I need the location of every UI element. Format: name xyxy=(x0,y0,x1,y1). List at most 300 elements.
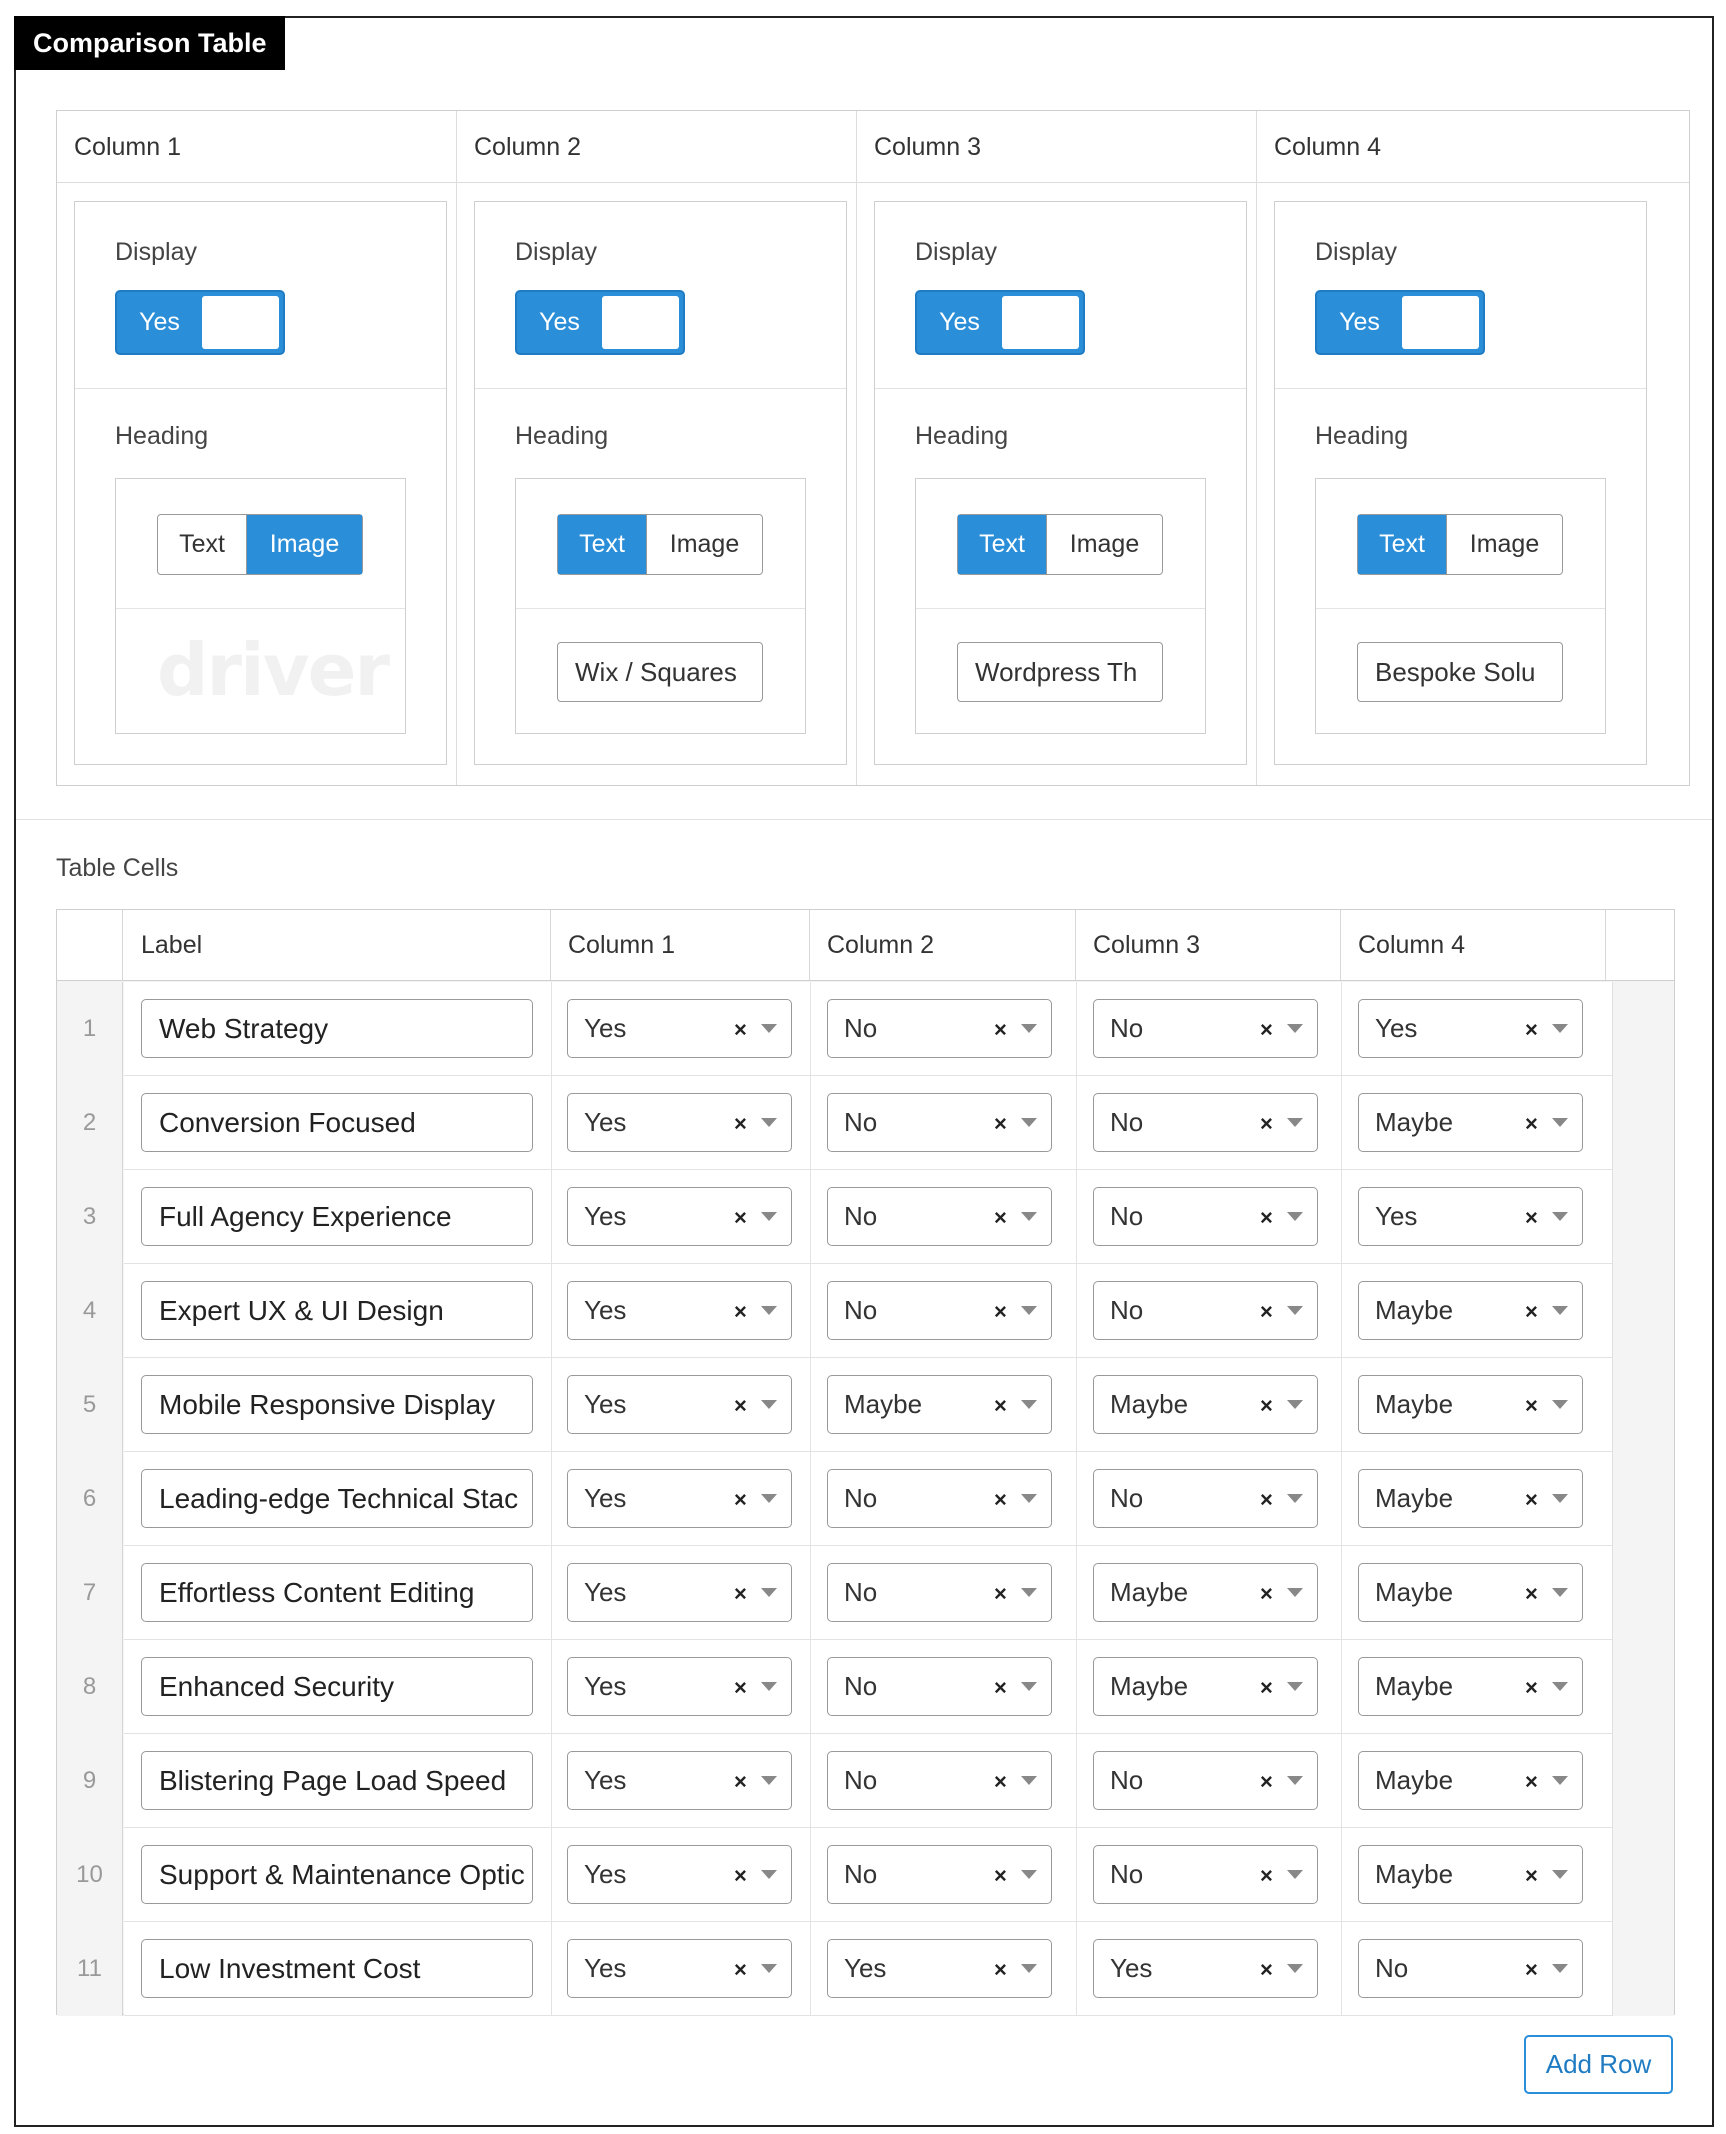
clear-icon[interactable]: × xyxy=(994,1017,1007,1042)
clear-icon[interactable]: × xyxy=(994,1863,1007,1888)
clear-icon[interactable]: × xyxy=(1525,1769,1538,1794)
clear-icon[interactable]: × xyxy=(1525,1393,1538,1418)
clear-icon[interactable]: × xyxy=(1525,1299,1538,1324)
cell-value-select[interactable] xyxy=(567,1187,792,1246)
cell-value-select[interactable] xyxy=(1093,1657,1318,1716)
cell-selected-value: Yes xyxy=(584,1953,627,1983)
column-divider xyxy=(551,1358,552,1452)
card-divider xyxy=(475,388,846,389)
row-label-input[interactable]: Effortless Content Editing xyxy=(141,1563,533,1622)
cell-selected-value: Yes xyxy=(584,1013,627,1043)
column-divider xyxy=(810,1358,811,1452)
row-label-input[interactable]: Expert UX & UI Design xyxy=(141,1281,533,1340)
heading-type-text-button[interactable]: Text xyxy=(958,515,1047,574)
chevron-down-icon[interactable] xyxy=(1287,1682,1303,1691)
column-divider xyxy=(551,1734,552,1828)
column-header: Column 4 xyxy=(1257,111,1689,183)
row-label-input[interactable]: Blistering Page Load Speed xyxy=(141,1751,533,1810)
row-number: 8 xyxy=(57,1640,123,1734)
row-number: 5 xyxy=(57,1358,123,1452)
column-divider xyxy=(1076,1170,1077,1264)
row-actions-cell xyxy=(1612,1264,1674,1358)
chevron-down-icon[interactable] xyxy=(1021,1400,1037,1409)
clear-icon[interactable]: × xyxy=(1525,1581,1538,1606)
cell-selected-value: Yes xyxy=(584,1107,627,1137)
cell-value-select[interactable] xyxy=(567,1845,792,1904)
column-divider xyxy=(810,1264,811,1358)
cell-value-select[interactable] xyxy=(827,1939,1052,1998)
chevron-down-icon[interactable] xyxy=(1021,1588,1037,1597)
toggle-knob[interactable] xyxy=(202,296,279,349)
table-header-column-1: Column 1 xyxy=(551,910,810,980)
column-settings-1 xyxy=(57,111,457,785)
column-divider xyxy=(1076,1734,1077,1828)
heading-type-image-button[interactable]: Image xyxy=(1469,530,1540,558)
cell-value-select[interactable] xyxy=(827,1845,1052,1904)
cell-value-select[interactable] xyxy=(1093,1751,1318,1810)
clear-icon[interactable]: × xyxy=(994,1111,1007,1136)
display-toggle[interactable] xyxy=(1315,290,1485,355)
table-row xyxy=(57,1640,1674,1734)
section-divider xyxy=(16,819,1712,820)
column-divider xyxy=(1341,1828,1342,1922)
cell-value-select[interactable] xyxy=(567,1657,792,1716)
chevron-down-icon[interactable] xyxy=(1552,1024,1568,1033)
heading-label: Heading xyxy=(915,422,1009,450)
heading-label: Heading xyxy=(115,422,209,450)
column-settings-3 xyxy=(857,111,1257,785)
clear-icon[interactable]: × xyxy=(994,1581,1007,1606)
table-row xyxy=(57,1264,1674,1358)
row-label-input[interactable]: Web Strategy xyxy=(141,999,533,1058)
row-label-input[interactable]: Conversion Focused xyxy=(141,1093,533,1152)
chevron-down-icon[interactable] xyxy=(761,1118,777,1127)
table-header-column-3: Column 3 xyxy=(1076,910,1341,980)
heading-box-divider xyxy=(116,608,405,609)
column-divider xyxy=(1076,1358,1077,1452)
cell-selected-value: Yes xyxy=(584,1577,627,1607)
cell-value-select[interactable] xyxy=(827,1469,1052,1528)
cell-selected-value: No xyxy=(844,1107,878,1137)
chevron-down-icon[interactable] xyxy=(1021,1964,1037,1973)
heading-box xyxy=(515,478,806,734)
cell-value-select[interactable] xyxy=(1093,1939,1318,1998)
table-header-column-2: Column 2 xyxy=(810,910,1076,980)
row-number: 7 xyxy=(57,1546,123,1640)
clear-icon[interactable]: × xyxy=(734,1581,747,1606)
table-cells-grid xyxy=(56,909,1675,2015)
table-row xyxy=(57,1546,1674,1640)
cell-value-select[interactable] xyxy=(827,1187,1052,1246)
heading-logo-image: driver xyxy=(157,628,388,712)
heading-label: Heading xyxy=(1315,422,1409,450)
heading-type-image-button[interactable]: Image xyxy=(669,530,740,558)
row-label-input[interactable]: Enhanced Security xyxy=(141,1657,533,1716)
heading-box xyxy=(1315,478,1606,734)
heading-type-text-button[interactable]: Text xyxy=(1358,515,1447,574)
cell-selected-value: Maybe xyxy=(1375,1859,1454,1889)
clear-icon[interactable]: × xyxy=(1525,1205,1538,1230)
clear-icon[interactable]: × xyxy=(1260,1299,1273,1324)
column-divider xyxy=(1076,1264,1077,1358)
cell-value-select[interactable] xyxy=(1093,1845,1318,1904)
display-toggle-label: Yes xyxy=(939,308,980,336)
clear-icon[interactable]: × xyxy=(994,1487,1007,1512)
row-number: 4 xyxy=(57,1264,123,1358)
chevron-down-icon[interactable] xyxy=(761,1306,777,1315)
cell-selected-value: No xyxy=(844,1859,878,1889)
row-number: 2 xyxy=(57,1076,123,1170)
column-divider xyxy=(810,1922,811,2016)
display-label: Display xyxy=(515,238,597,266)
clear-icon[interactable]: × xyxy=(1525,1017,1538,1042)
card-divider xyxy=(875,388,1246,389)
cell-value-select[interactable] xyxy=(1358,1657,1583,1716)
chevron-down-icon[interactable] xyxy=(1552,1682,1568,1691)
clear-icon[interactable]: × xyxy=(734,1205,747,1230)
heading-type-text-button[interactable]: Text xyxy=(158,515,247,574)
cell-selected-value: Yes xyxy=(584,1389,627,1419)
clear-icon[interactable]: × xyxy=(994,1299,1007,1324)
column-card xyxy=(474,201,847,765)
cell-value-select[interactable] xyxy=(827,1751,1052,1810)
cell-value-select[interactable] xyxy=(1358,1187,1583,1246)
chevron-down-icon[interactable] xyxy=(1021,1118,1037,1127)
cell-selected-value: No xyxy=(844,1295,878,1325)
cell-value-select[interactable] xyxy=(827,1375,1052,1434)
clear-icon[interactable]: × xyxy=(734,1393,747,1418)
column-divider xyxy=(810,1076,811,1170)
clear-icon[interactable]: × xyxy=(1260,1675,1273,1700)
heading-box-divider xyxy=(1316,608,1605,609)
column-divider xyxy=(810,982,811,1076)
cell-value-select[interactable] xyxy=(567,1563,792,1622)
clear-icon[interactable]: × xyxy=(1260,1863,1273,1888)
table-row xyxy=(57,1170,1674,1264)
cell-selected-value: Maybe xyxy=(1375,1483,1454,1513)
table-cells-label: Table Cells xyxy=(56,854,179,882)
chevron-down-icon[interactable] xyxy=(1021,1024,1037,1033)
column-header: Column 2 xyxy=(457,111,856,183)
table-row xyxy=(57,982,1674,1076)
column-divider xyxy=(551,1546,552,1640)
heading-type-text-button[interactable]: Text xyxy=(558,515,647,574)
column-divider xyxy=(810,1828,811,1922)
chevron-down-icon[interactable] xyxy=(1021,1212,1037,1221)
column-divider xyxy=(1076,1828,1077,1922)
cell-value-select[interactable] xyxy=(827,999,1052,1058)
heading-type-switch xyxy=(157,514,363,575)
cell-value-select[interactable] xyxy=(1358,1563,1583,1622)
chevron-down-icon[interactable] xyxy=(1552,1776,1568,1785)
chevron-down-icon[interactable] xyxy=(761,1588,777,1597)
cell-value-select[interactable] xyxy=(1358,1093,1583,1152)
chevron-down-icon[interactable] xyxy=(1287,1118,1303,1127)
column-divider xyxy=(551,1922,552,2016)
cell-selected-value: Yes xyxy=(584,1859,627,1889)
clear-icon[interactable]: × xyxy=(1260,1957,1273,1982)
clear-icon[interactable]: × xyxy=(994,1393,1007,1418)
cell-selected-value: Yes xyxy=(1110,1953,1153,1983)
cell-value-select[interactable] xyxy=(1093,1563,1318,1622)
clear-icon[interactable]: × xyxy=(734,1675,747,1700)
cell-value-select[interactable] xyxy=(827,1281,1052,1340)
column-divider xyxy=(1076,1076,1077,1170)
cell-selected-value: Yes xyxy=(844,1953,887,1983)
clear-icon[interactable]: × xyxy=(1260,1111,1273,1136)
table-header-row xyxy=(57,910,1674,981)
clear-icon[interactable]: × xyxy=(1525,1487,1538,1512)
cell-value-select[interactable] xyxy=(1358,999,1583,1058)
row-label-input[interactable]: Leading-edge Technical Stac xyxy=(141,1469,533,1528)
chevron-down-icon[interactable] xyxy=(1287,1400,1303,1409)
chevron-down-icon[interactable] xyxy=(1021,1494,1037,1503)
chevron-down-icon[interactable] xyxy=(1552,1870,1568,1879)
chevron-down-icon[interactable] xyxy=(1552,1306,1568,1315)
column-divider xyxy=(1341,1546,1342,1640)
heading-type-switch xyxy=(957,514,1163,575)
column-divider xyxy=(551,1640,552,1734)
clear-icon[interactable]: × xyxy=(734,1017,747,1042)
clear-icon[interactable]: × xyxy=(734,1957,747,1982)
cell-selected-value: Maybe xyxy=(1110,1577,1189,1607)
display-toggle[interactable] xyxy=(115,290,285,355)
chevron-down-icon[interactable] xyxy=(761,1400,777,1409)
row-number: 10 xyxy=(57,1828,123,1922)
column-divider xyxy=(1341,982,1342,1076)
cell-selected-value: No xyxy=(1110,1013,1144,1043)
toggle-knob[interactable] xyxy=(1402,296,1479,349)
row-actions-cell xyxy=(1612,1076,1674,1170)
table-row xyxy=(57,1734,1674,1828)
clear-icon[interactable]: × xyxy=(734,1863,747,1888)
chevron-down-icon[interactable] xyxy=(761,1776,777,1785)
cell-value-select[interactable] xyxy=(1358,1939,1583,1998)
heading-text-input[interactable]: Wordpress Th xyxy=(957,642,1163,702)
cell-value-select[interactable] xyxy=(1093,1375,1318,1434)
chevron-down-icon[interactable] xyxy=(1287,1494,1303,1503)
clear-icon[interactable]: × xyxy=(994,1769,1007,1794)
chevron-down-icon[interactable] xyxy=(1552,1494,1568,1503)
column-divider xyxy=(810,1546,811,1640)
cell-value-select[interactable] xyxy=(567,1751,792,1810)
row-label-input[interactable]: Low Investment Cost xyxy=(141,1939,533,1998)
column-divider xyxy=(1076,1922,1077,2016)
chevron-down-icon[interactable] xyxy=(1287,1212,1303,1221)
column-divider xyxy=(810,1452,811,1546)
cell-value-select[interactable] xyxy=(1093,1469,1318,1528)
cell-selected-value: No xyxy=(844,1483,878,1513)
clear-icon[interactable]: × xyxy=(994,1205,1007,1230)
clear-icon[interactable]: × xyxy=(1525,1863,1538,1888)
cell-value-select[interactable] xyxy=(1093,999,1318,1058)
clear-icon[interactable]: × xyxy=(734,1769,747,1794)
heading-text-input[interactable]: Bespoke Solu xyxy=(1357,642,1563,702)
clear-icon[interactable]: × xyxy=(1260,1769,1273,1794)
chevron-down-icon[interactable] xyxy=(1552,1212,1568,1221)
clear-icon[interactable]: × xyxy=(734,1487,747,1512)
column-divider xyxy=(1076,1452,1077,1546)
row-actions-cell xyxy=(1612,1922,1674,2016)
cell-selected-value: No xyxy=(1375,1953,1409,1983)
cell-selected-value: No xyxy=(844,1013,878,1043)
clear-icon[interactable]: × xyxy=(1260,1581,1273,1606)
cell-selected-value: Maybe xyxy=(1110,1671,1189,1701)
cell-selected-value: Maybe xyxy=(1375,1389,1454,1419)
card-divider xyxy=(75,388,446,389)
chevron-down-icon[interactable] xyxy=(1287,1964,1303,1973)
row-number: 11 xyxy=(57,1922,123,2016)
table-row xyxy=(57,1828,1674,1922)
column-divider xyxy=(551,982,552,1076)
chevron-down-icon[interactable] xyxy=(1287,1306,1303,1315)
heading-type-switch xyxy=(1357,514,1563,575)
toggle-knob[interactable] xyxy=(602,296,679,349)
heading-box xyxy=(115,478,406,734)
column-card xyxy=(874,201,1247,765)
chevron-down-icon[interactable] xyxy=(761,1212,777,1221)
clear-icon[interactable]: × xyxy=(994,1957,1007,1982)
cell-selected-value: Yes xyxy=(584,1671,627,1701)
cell-selected-value: No xyxy=(1110,1859,1144,1889)
cell-value-select[interactable] xyxy=(1093,1187,1318,1246)
table-header-actions xyxy=(1606,910,1674,980)
cell-value-select[interactable] xyxy=(1358,1375,1583,1434)
cell-selected-value: No xyxy=(1110,1107,1144,1137)
clear-icon[interactable]: × xyxy=(1260,1393,1273,1418)
cell-selected-value: Yes xyxy=(584,1483,627,1513)
cell-value-select[interactable] xyxy=(1093,1281,1318,1340)
cell-selected-value: No xyxy=(844,1671,878,1701)
chevron-down-icon[interactable] xyxy=(1552,1118,1568,1127)
chevron-down-icon[interactable] xyxy=(761,1870,777,1879)
column-divider xyxy=(551,1452,552,1546)
cell-value-select[interactable] xyxy=(1093,1093,1318,1152)
row-label-input[interactable]: Mobile Responsive Display xyxy=(141,1375,533,1434)
column-divider xyxy=(551,1264,552,1358)
row-actions-cell xyxy=(1612,1734,1674,1828)
chevron-down-icon[interactable] xyxy=(761,1494,777,1503)
add-row-button[interactable]: Add Row xyxy=(1524,2035,1673,2094)
cell-selected-value: No xyxy=(844,1577,878,1607)
cell-selected-value: Maybe xyxy=(1110,1389,1189,1419)
table-row xyxy=(57,1358,1674,1452)
chevron-down-icon[interactable] xyxy=(1287,1870,1303,1879)
cell-selected-value: Maybe xyxy=(1375,1577,1454,1607)
column-card xyxy=(74,201,447,765)
display-toggle[interactable] xyxy=(515,290,685,355)
column-settings-grid xyxy=(56,110,1690,786)
chevron-down-icon[interactable] xyxy=(761,1682,777,1691)
heading-type-image-button[interactable]: Image xyxy=(247,515,362,574)
heading-type-image-button[interactable]: Image xyxy=(1069,530,1140,558)
clear-icon[interactable]: × xyxy=(1260,1487,1273,1512)
cell-value-select[interactable] xyxy=(1358,1281,1583,1340)
clear-icon[interactable]: × xyxy=(1260,1017,1273,1042)
clear-icon[interactable]: × xyxy=(734,1299,747,1324)
chevron-down-icon[interactable] xyxy=(1552,1964,1568,1973)
panel-title: Comparison Table xyxy=(14,16,285,70)
column-divider xyxy=(810,1170,811,1264)
chevron-down-icon[interactable] xyxy=(1552,1400,1568,1409)
chevron-down-icon[interactable] xyxy=(761,1964,777,1973)
cell-selected-value: Maybe xyxy=(1375,1107,1454,1137)
table-header-label: Label xyxy=(124,910,551,980)
row-actions-cell xyxy=(1612,1546,1674,1640)
column-divider xyxy=(1341,1358,1342,1452)
cell-value-select[interactable] xyxy=(567,999,792,1058)
cell-value-select[interactable] xyxy=(1358,1845,1583,1904)
column-divider xyxy=(551,1828,552,1922)
row-actions-cell xyxy=(1612,1358,1674,1452)
heading-label: Heading xyxy=(515,422,609,450)
column-divider xyxy=(810,1640,811,1734)
row-actions-cell xyxy=(1612,1640,1674,1734)
cell-value-select[interactable] xyxy=(1358,1751,1583,1810)
row-number: 9 xyxy=(57,1734,123,1828)
column-divider xyxy=(810,1734,811,1828)
cell-value-select[interactable] xyxy=(827,1657,1052,1716)
heading-box-divider xyxy=(916,608,1205,609)
cell-value-select[interactable] xyxy=(567,1469,792,1528)
cell-value-select[interactable] xyxy=(827,1563,1052,1622)
column-divider xyxy=(1076,982,1077,1076)
clear-icon[interactable]: × xyxy=(1260,1205,1273,1230)
clear-icon[interactable]: × xyxy=(1525,1957,1538,1982)
chevron-down-icon[interactable] xyxy=(1021,1776,1037,1785)
column-divider xyxy=(551,1076,552,1170)
cell-selected-value: No xyxy=(844,1765,878,1795)
cell-value-select[interactable] xyxy=(567,1093,792,1152)
cell-value-select[interactable] xyxy=(567,1375,792,1434)
cell-value-select[interactable] xyxy=(567,1281,792,1340)
cell-selected-value: Yes xyxy=(1375,1201,1418,1231)
chevron-down-icon[interactable] xyxy=(1287,1776,1303,1785)
clear-icon[interactable]: × xyxy=(734,1111,747,1136)
display-toggle[interactable] xyxy=(915,290,1085,355)
cell-selected-value: No xyxy=(1110,1201,1144,1231)
cell-selected-value: Maybe xyxy=(844,1389,923,1419)
chevron-down-icon[interactable] xyxy=(1021,1306,1037,1315)
chevron-down-icon[interactable] xyxy=(1021,1870,1037,1879)
row-label-input[interactable]: Support & Maintenance Optic xyxy=(141,1845,533,1904)
clear-icon[interactable]: × xyxy=(994,1675,1007,1700)
cell-value-select[interactable] xyxy=(827,1093,1052,1152)
column-header: Column 3 xyxy=(857,111,1256,183)
chevron-down-icon[interactable] xyxy=(1552,1588,1568,1597)
chevron-down-icon[interactable] xyxy=(1021,1682,1037,1691)
chevron-down-icon[interactable] xyxy=(761,1024,777,1033)
cell-selected-value: Yes xyxy=(584,1765,627,1795)
display-toggle-label: Yes xyxy=(1339,308,1380,336)
column-divider xyxy=(1341,1922,1342,2016)
row-actions-cell xyxy=(1612,1828,1674,1922)
chevron-down-icon[interactable] xyxy=(1287,1024,1303,1033)
cell-selected-value: Maybe xyxy=(1375,1765,1454,1795)
cell-value-select[interactable] xyxy=(567,1939,792,1998)
toggle-knob[interactable] xyxy=(1002,296,1079,349)
cell-value-select[interactable] xyxy=(1358,1469,1583,1528)
clear-icon[interactable]: × xyxy=(1525,1675,1538,1700)
heading-text-input[interactable]: Wix / Squares xyxy=(557,642,763,702)
display-label: Display xyxy=(115,238,197,266)
row-actions-cell xyxy=(1612,1452,1674,1546)
column-settings-2 xyxy=(457,111,857,785)
cell-selected-value: Maybe xyxy=(1375,1295,1454,1325)
row-label-input[interactable]: Full Agency Experience xyxy=(141,1187,533,1246)
chevron-down-icon[interactable] xyxy=(1287,1588,1303,1597)
clear-icon[interactable]: × xyxy=(1525,1111,1538,1136)
